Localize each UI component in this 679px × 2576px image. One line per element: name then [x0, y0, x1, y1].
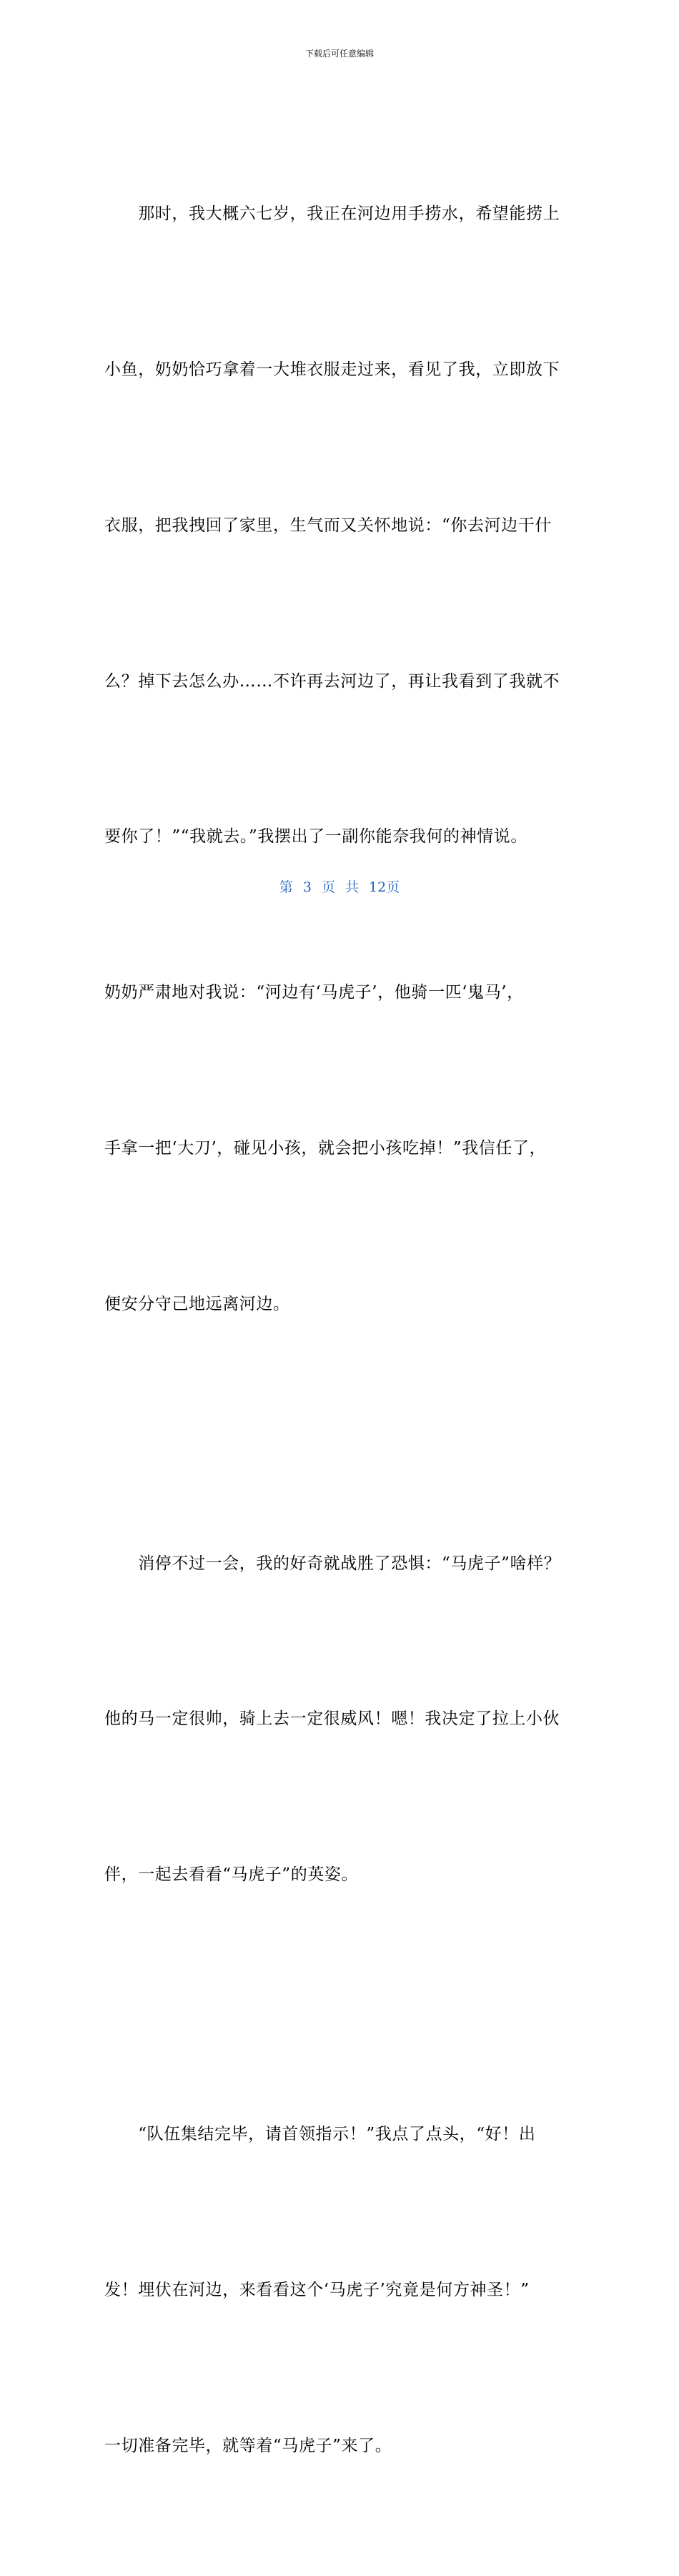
paragraph-line: “队伍集结完毕，请首领指示！”我点了点头，“好！出	[104, 2125, 536, 2144]
paragraph-line: 发！埋伏在河边，来看看这个‘马虎子’究竟是何方神圣！”	[104, 2280, 530, 2299]
page-number-footer: 第 3 页 共 12页	[279, 879, 400, 895]
paragraph-line: 便安分守己地远离河边。	[104, 1294, 290, 1313]
paragraph-line: 他的马一定很帅，骑上去一定很威风！嗯！我决定了拉上小伙	[104, 1709, 560, 1729]
paragraph-line: 么？掉下去怎么办……不许再去河边了，再让我看到了我就不	[104, 671, 560, 691]
paragraph-line: 那时，我大概六七岁，我正在河边用手捞水，希望能捞上	[104, 204, 560, 224]
paragraph-line: 伴，一起去看看“马虎子”的英姿。	[104, 1865, 359, 1885]
article-body	[104, 84, 576, 2576]
paragraph-3	[104, 2005, 576, 2576]
paragraph-line: 要你了！”“我就去。”我摆出了一副你能奈我何的神情说。	[104, 827, 527, 847]
paragraph-line: 消停不过一会，我的好奇就战胜了恐惧：“马虎子”啥样？	[104, 1554, 561, 1573]
paragraph-line: 衣服，把我拽回了家里，生气而又关怀地说：“你去河边干什	[104, 515, 552, 535]
paragraph-line: 奶奶严肃地对我说：“河边有‘马虎子’，他骑一匹‘鬼马’，	[104, 983, 524, 1002]
paragraph-line: 一切准备完毕，就等着“马虎子”来了。	[104, 2436, 392, 2455]
paragraph-2	[104, 1433, 576, 2005]
header-note: 下载后可任意编辑	[304, 49, 374, 59]
paragraph-line: 小鱼，奶奶恰巧拿着一大堆衣服走过来，看见了我，立即放下	[104, 360, 560, 379]
paragraph-1	[104, 84, 576, 1433]
paragraph-line: 手拿一把‘大刀’，碰见小孩，就会把小孩吃掉！”我信任了，	[104, 1138, 547, 1158]
